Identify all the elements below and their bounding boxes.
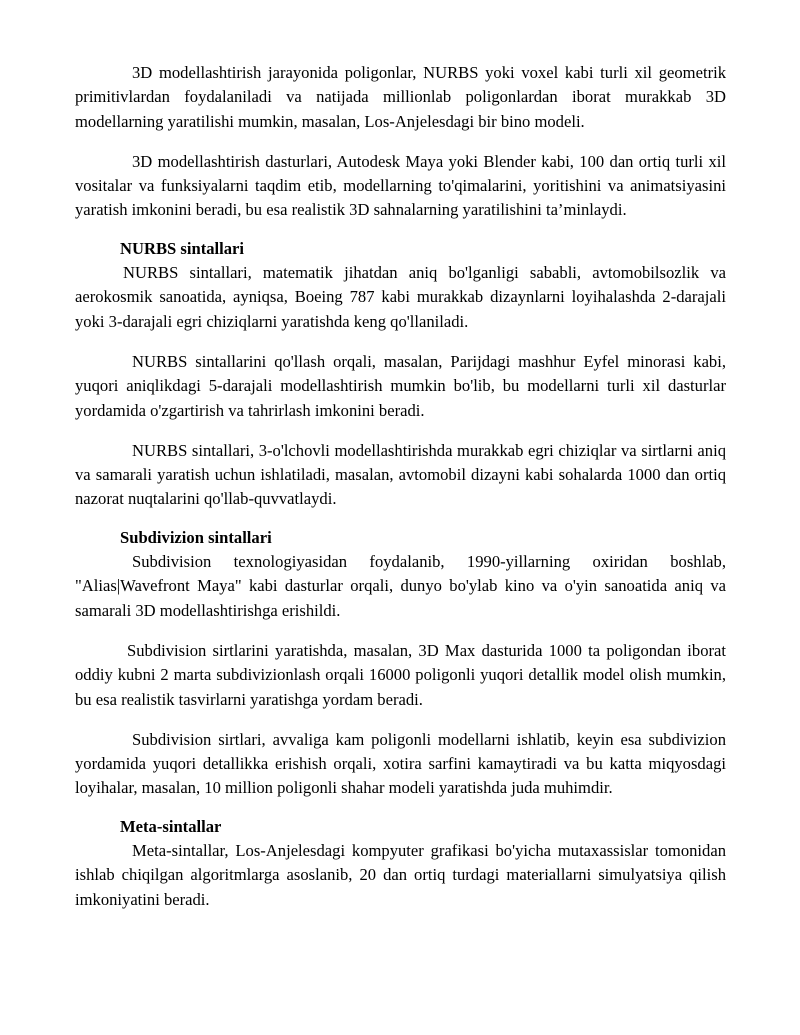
section-heading-nurbs: NURBS sintallari bbox=[120, 238, 245, 258]
nurbs-paragraph-1: NURBS sintallari, matematik jihatdan aniq bo'lganligi sababli, avtomobilsozlik va aerokosmik sanoatida, ayniqsa, Boeing 787 kabi murakkab dizaynlarni loyihalashda 2-darajali yoki 3-darajali egri chiziqlarni yaratishda keng qo'llaniladi. bbox=[75, 263, 726, 331]
subdivizion-paragraph-3: Subdivision sirtlari, avvaliga kam poligonli modellarni ishlatib, keyin esa subdivizion yordamida yuqori detallikka erishish orqali, xotira sarfini kamaytiradi va bu katta miqyosdagi loyihalar, masalan, 10 million poligonli shahar modeli yaratishda juda muhimdir. bbox=[75, 729, 726, 798]
intro-paragraph-2: 3D modellashtirish dasturlari, Autodesk Maya yoki Blender kabi, 100 dan ortiq turli xil vositalar va funksiyalarni taqdim etib, modellarning to'qimalarini, yoritishini va animatsiyasini yaratish imkonini beradi, bu esa realistik 3D sahnalarning yaratilishini ta’minlaydi. bbox=[75, 151, 726, 220]
nurbs-paragraph-3: NURBS sintallari, 3-o'lchovli modellashtirishda murakkab egri chiziqlar va sirtlarni aniq va samarali yaratish uchun ishlatiladi, masalan, avtomobil dizayni kabi sohalarda 1000 dan ortiq nazorat nuqtalarini qo'llab-quvvatlaydi. bbox=[75, 440, 726, 509]
meta-paragraph-1: Meta-sintallar, Los-Anjelesdagi kompyuter grafikasi bo'yicha mutaxassislar tomonidan ishlab chiqilgan algoritmlarga asoslanib, 20 dan ortiq turdagi materiallarni simulyatsiya qilish imkoniyatini beradi. bbox=[75, 841, 726, 909]
subdivizion-paragraph-1: Subdivision texnologiyasidan foydalanib, 1990-yillarning oxiridan boshlab, "Alias|Wavefront Maya" kabi dasturlar orqali, dunyo bo'ylab kino va o'yin sanoatida aniq va samarali 3D modellashtirishga erishildi. bbox=[75, 552, 726, 620]
nurbs-paragraph-2: NURBS sintallarini qo'llash orqali, masalan, Parijdagi mashhur Eyfel minorasi kabi, yuqori aniqlikdagi 5-darajali modellashtirish mumkin bo'lib, bu modellarni turli xil dasturlar yordamida o'zgartirish va tahrirlash imkonini beradi. bbox=[75, 351, 726, 420]
intro-paragraph-1: 3D modellashtirish jarayonida poligonlar, NURBS yoki voxel kabi turli xil geometrik primitivlardan foydalaniladi va natijada millionlab poligonlardan iborat murakkab 3D modellarning yaratilishi mumkin, masalan, Los-Anjelesdagi bir bino modeli. bbox=[75, 63, 726, 131]
subdivizion-paragraph-2: Subdivision sirtlarini yaratishda, masalan, 3D Max dasturida 1000 ta poligondan iborat oddiy kubni 2 marta subdivizionlash orqali 16000 poligonli yuqori detallik model olish mumkin, bu esa realistik tasvirlarni yaratishga yordam beradi. bbox=[75, 640, 726, 709]
section-heading-subdivizion: Subdivizion sintallari bbox=[120, 527, 272, 547]
section-heading-meta: Meta-sintallar bbox=[120, 816, 222, 836]
document-page bbox=[75, 61, 726, 912]
